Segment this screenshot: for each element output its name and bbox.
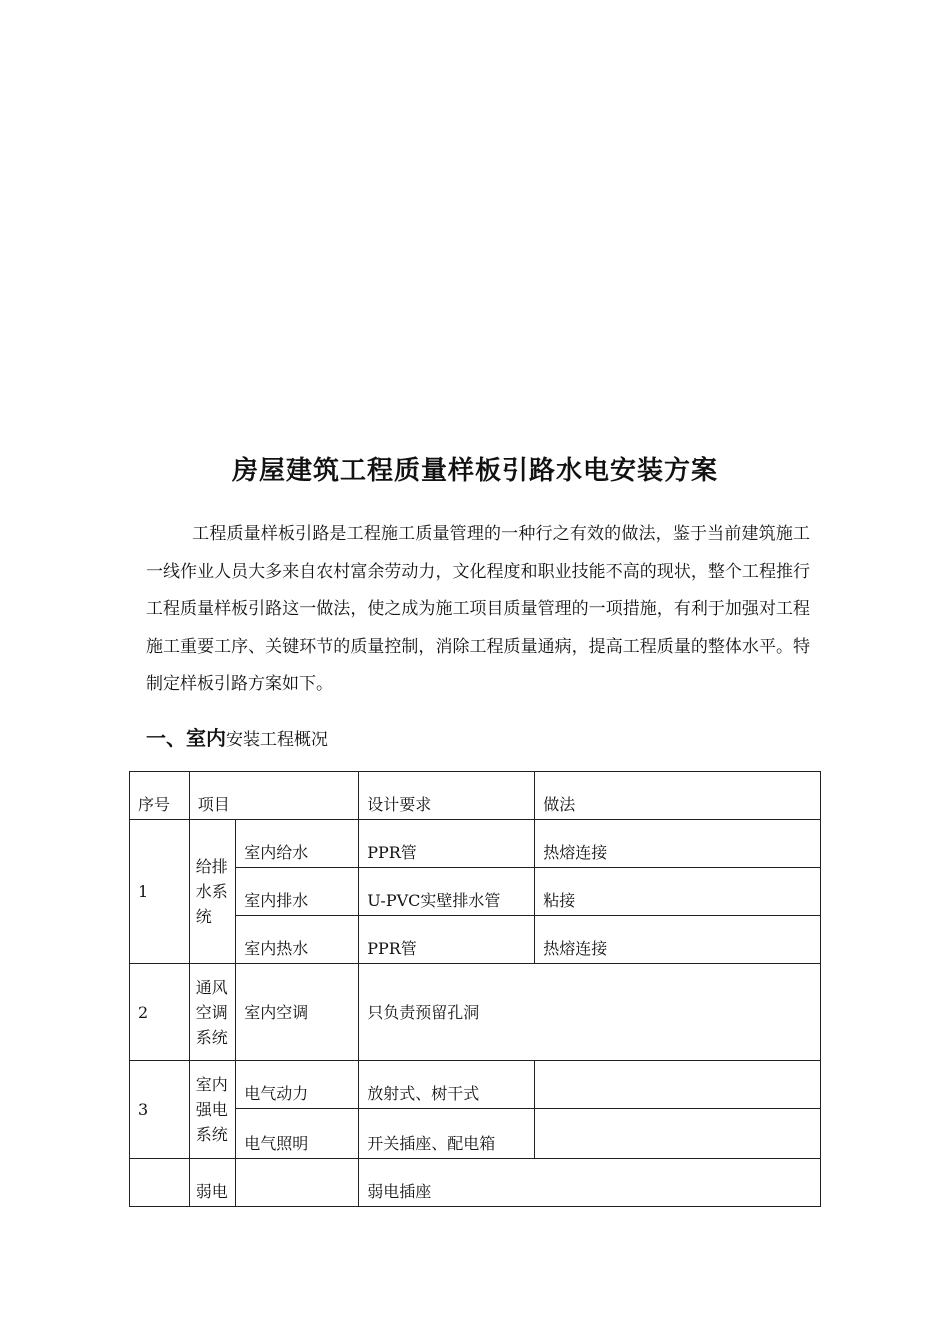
table-row: [130, 820, 821, 868]
group4-design: 弱电插座: [359, 1159, 821, 1207]
header-design: 设计要求: [359, 772, 535, 820]
group1-method: 粘接: [535, 868, 821, 916]
section-heading-prefix: 一、室内: [146, 726, 226, 750]
group3-name: 室内强电系统: [189, 1061, 236, 1159]
group4-no: [130, 1159, 190, 1207]
group1-sub: 室内热水: [236, 916, 359, 964]
group2-design: 只负责预留孔洞: [359, 964, 821, 1061]
group3-sub: 电气动力: [236, 1061, 359, 1109]
section-heading: [146, 722, 328, 751]
group3-method: [535, 1061, 821, 1109]
group3-design: 开关插座、配电箱: [359, 1109, 535, 1159]
overview-table: [129, 771, 821, 1207]
document-title: 房屋建筑工程质量样板引路水电安装方案: [231, 456, 718, 486]
group4-name: 弱电: [189, 1159, 236, 1207]
group1-design: PPR管: [359, 820, 535, 868]
table-header-row: [130, 772, 821, 820]
group1-method: 热熔连接: [535, 916, 821, 964]
group4-sub: [236, 1159, 359, 1207]
group1-design: PPR管: [359, 916, 535, 964]
table-row: [130, 1159, 821, 1207]
group3-no: 3: [130, 1061, 190, 1159]
group1-method: 热熔连接: [535, 820, 821, 868]
group3-sub: 电气照明: [236, 1109, 359, 1159]
group1-design: U-PVC实壁排水管: [359, 868, 535, 916]
group2-name: 通风空调系统: [189, 964, 236, 1061]
table-row: [130, 964, 821, 1061]
group1-sub: 室内给水: [236, 820, 359, 868]
section-heading-rest: 安装工程概况: [226, 730, 328, 750]
intro-text: 工程质量样板引路是工程施工质量管理的一种行之有效的做法，鉴于当前建筑施工一线作业人员大多来自农村富余劳动力，文化程度和职业技能不高的现状，整个工程推行工程质量样板引路这一做法，使之成为施工项目质量管理的一项措施，有利于加强对工程施工重要工序、关键环节的质量控制，消除工程质量通病，提高工程质量的整体水平。特制定样板引路方案如下。: [146, 524, 810, 695]
group1-sub: 室内排水: [236, 868, 359, 916]
group2-no: 2: [130, 964, 190, 1061]
header-item: 项目: [189, 772, 358, 820]
group1-name: 给排水系统: [189, 820, 236, 964]
group3-design: 放射式、树干式: [359, 1061, 535, 1109]
group2-sub: 室内空调: [236, 964, 359, 1061]
header-no: 序号: [130, 772, 190, 820]
group3-method: [535, 1109, 821, 1159]
intro-paragraph: [146, 516, 810, 704]
table-row: [130, 1061, 821, 1109]
group1-no: 1: [130, 820, 190, 964]
header-method: 做法: [535, 772, 821, 820]
